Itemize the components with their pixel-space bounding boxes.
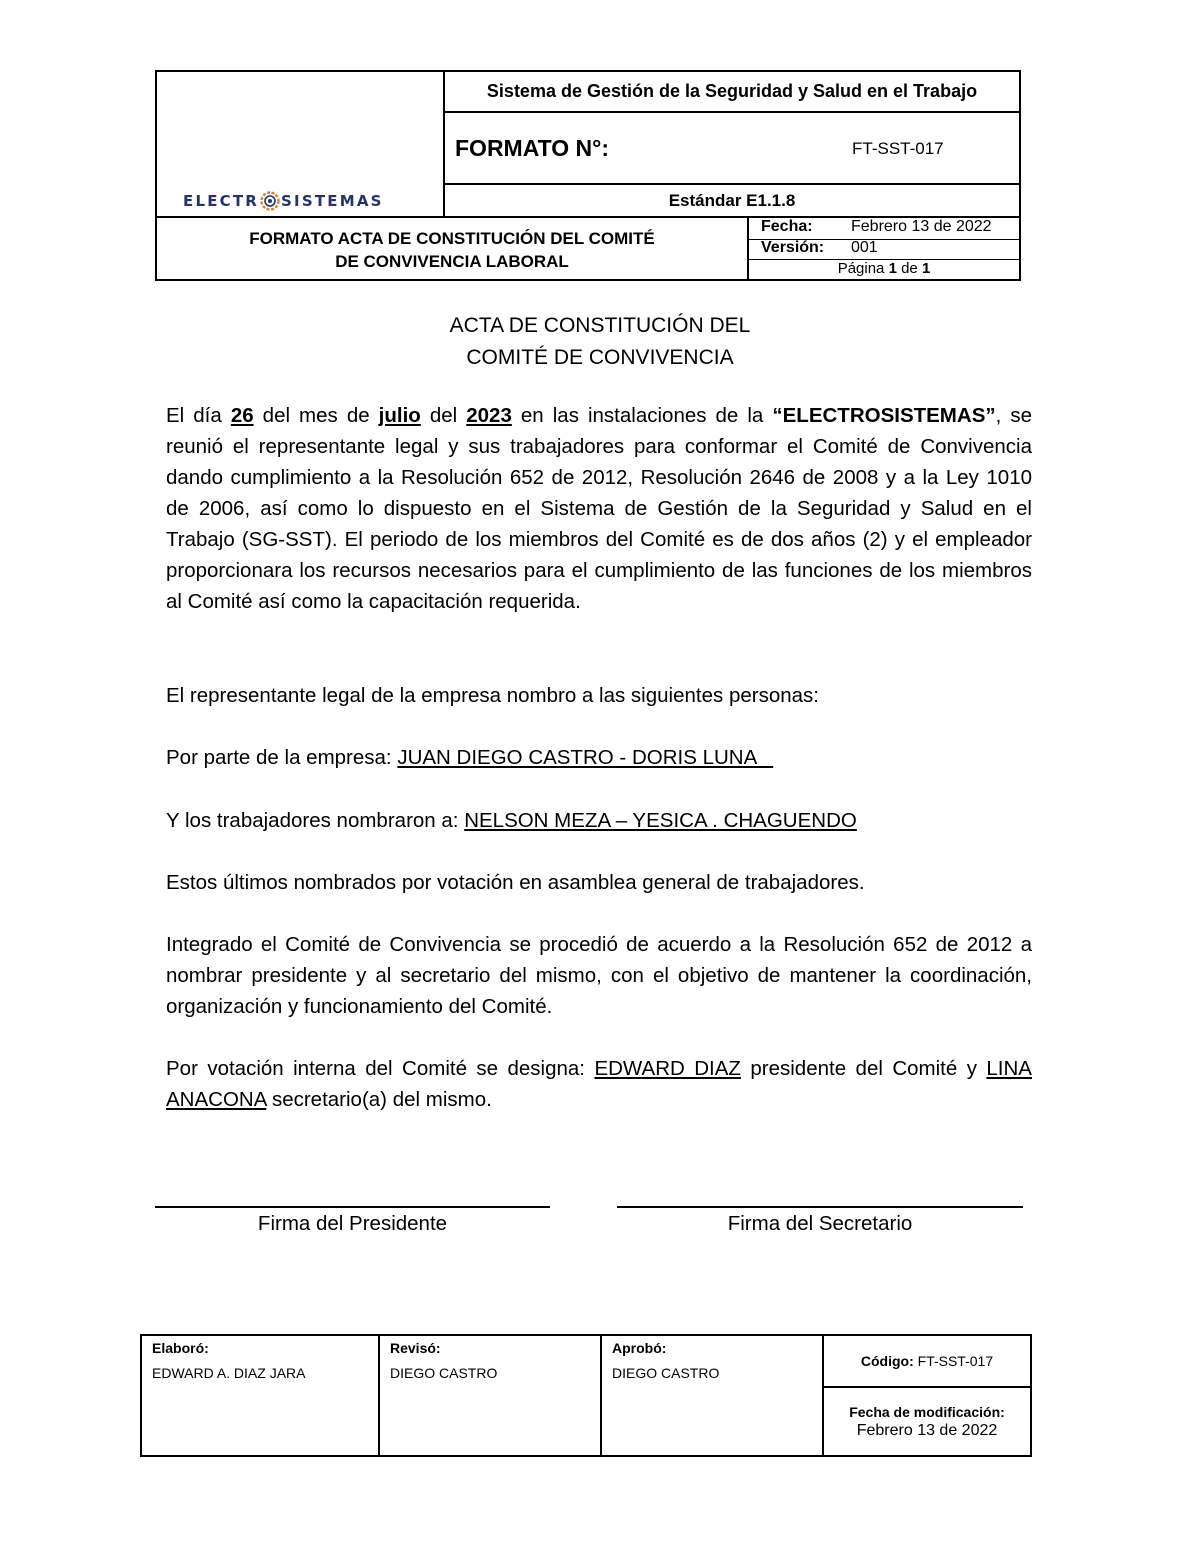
president-name: EDWARD DIAZ [594,1057,741,1080]
version-value: 001 [851,239,878,256]
president-signature-line: Firma del Presidente [155,1206,550,1236]
company-logo: ELECTR SISTEMAS [183,192,384,210]
reviso-cell: Revisó: DIEGO CASTRO [380,1336,602,1455]
page-indicator: Página 1 de 1 [837,260,931,277]
code-cell: Código: FT-SST-017 [824,1336,1030,1388]
worker-members: NELSON MEZA – YESICA . CHAGUENDO [464,809,857,832]
fecha-value: Febrero 13 de 2022 [851,218,992,235]
secretary-signature-line: Firma del Secretario [617,1206,1023,1236]
meeting-month: julio [378,404,421,427]
paragraph-intro: El día 26 del mes de julio del 2023 en las instalaciones de la “ELECTROSISTEMAS”, se reunió el representante legal y sus trabajadores para conformar el Comité de Convivencia dando cumplimiento a la Resolución 652 de 2012, Resolución 2646 de 2008 y a la Ley 1010 de 2006, así como lo dispuesto en el Sistema de Gestión de la Seguridad y Salud en el Trabajo (SG-SST). El periodo de los miembros del Comité es de dos años (2) y el empleador proporcionara los recursos necesarios para el cumplimiento de las funciones de los miembros al Comité así como la capacitación requerida. [166,404,1033,613]
system-title: Sistema de Gestión de la Seguridad y Salud en el Trabajo [445,72,1019,113]
secretary-name: LINA ANACONA [166,1057,1032,1111]
modification-date-cell: Fecha de modificación: Febrero 13 de 2022 [849,1403,1005,1439]
paragraph-company-members: Por parte de la empresa: JUAN DIEGO CASTRO - DORIS LUNA [166,746,774,769]
gear-icon [260,191,280,211]
act-title: ACTA DE CONSTITUCIÓN DEL COMITÉ DE CONVIVENCIA [449,314,751,369]
fecha-label: Fecha: [761,218,813,235]
meeting-day: 26 [230,404,254,427]
standard-label: Estándar E1.1.8 [668,190,796,210]
paragraph-designation: Por votación interna del Comité se designa: EDWARD DIAZ presidente del Comité y LINA ANACONA secretario(a) del mismo. [166,1057,1032,1111]
paragraph-election: Estos últimos nombrados por votación en asamblea general de trabajadores. [166,871,865,894]
paragraph-representative: El representante legal de la empresa nombro a las siguientes personas: [166,684,819,707]
company-members: JUAN DIEGO CASTRO - DORIS LUNA [397,746,774,769]
logo-cell [157,72,445,216]
document-footer [140,1334,1032,1457]
format-value: FT-SST-017 [852,139,944,158]
format-number-row [445,113,1019,185]
aprobo-cell: Aprobó: DIEGO CASTRO [602,1336,824,1455]
meeting-year: 2023 [466,404,512,427]
format-label: FORMATO N°: [455,135,609,161]
document-title: FORMATO ACTA DE CONSTITUCIÓN DEL COMITÉ DE CONVIVENCIA LABORAL [157,218,749,281]
elaboro-cell: Elaboró: EDWARD A. DIAZ JARA [142,1336,380,1455]
paragraph-integration: Integrado el Comité de Convivencia se procedió de acuerdo a la Resolución 652 de 2012 a nombrar presidente y al secretario del mismo, con el objetivo de mantener la coordinación, organización y funcionamiento del Comité. [166,933,1032,1018]
company-name: “ELECTROSISTEMAS” [772,404,996,427]
version-label: Versión: [761,239,825,256]
document-meta [749,218,1019,281]
paragraph-worker-members: Y los trabajadores nombraron a: NELSON MEZA – YESICA . CHAGUENDO [166,809,857,832]
document-header [155,70,1021,281]
